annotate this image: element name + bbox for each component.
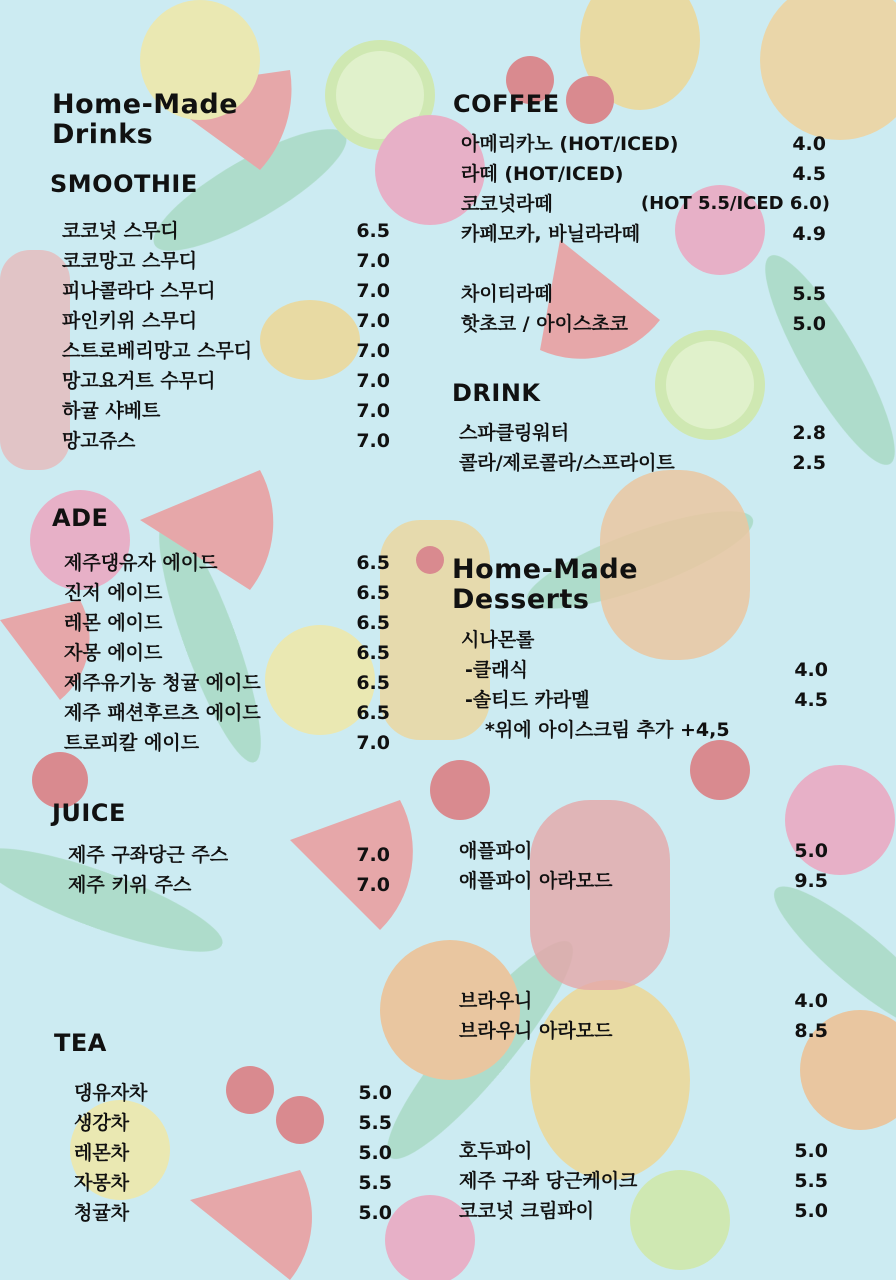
list-item-price: 4.5 [794, 689, 828, 711]
list-item-price: (HOT 5.5/ICED 6.0) [640, 193, 830, 214]
list-item-price: 7.0 [356, 250, 390, 272]
list-item-price: 6.5 [356, 672, 390, 694]
list-item-name: 호두파이 [459, 1140, 533, 1162]
list-item-price: 6.5 [356, 552, 390, 574]
list-item-name: 애플파이 아라모드 [459, 870, 613, 892]
list-item-price: 5.5 [794, 1170, 828, 1192]
list-item-name: 피나콜라다 스무디 [62, 280, 216, 302]
desserts-title-line-2: Desserts [452, 584, 590, 615]
list-item-price: 7.0 [356, 430, 390, 452]
list-item-price: 2.5 [792, 452, 826, 474]
list-item-name: 제주 키위 주스 [68, 874, 192, 896]
list-item-name: 제주 구좌 당근케이크 [459, 1170, 638, 1192]
list-item-price: 7.0 [356, 340, 390, 362]
ade-heading: ADE [52, 504, 109, 532]
drink-heading: DRINK [452, 379, 541, 407]
list-item-name: 파인키위 스무디 [62, 310, 198, 332]
list-item-name: 자몽 에이드 [64, 642, 163, 664]
list-item-price: 5.5 [358, 1172, 392, 1194]
list-item-price: 4.0 [794, 990, 828, 1012]
tea-heading: TEA [54, 1029, 107, 1057]
list-item-name: 댕유자차 [74, 1082, 148, 1104]
coffee-heading: COFFEE [453, 90, 560, 118]
list-item-name: 콜라/제로콜라/스프라이트 [459, 452, 675, 474]
list-item-name: 망고쥬스 [62, 430, 136, 452]
list-item-name: 애플파이 [459, 840, 533, 862]
drinks-title-line-2: Drinks [52, 119, 154, 150]
list-item-name: 차이티라떼 [461, 283, 553, 305]
desserts-title-line-1: Home-Made [452, 554, 639, 585]
list-item-price: 9.5 [794, 870, 828, 892]
smoothie-heading: SMOOTHIE [50, 170, 198, 198]
list-item-name: -솔티드 카라멜 [465, 689, 590, 711]
list-item-name: 코코넛 스무디 [62, 220, 179, 242]
list-item-name: 제주 패션후르츠 에이드 [64, 702, 261, 724]
list-item-name: 코코넛 크림파이 [459, 1200, 595, 1222]
list-item-price: 7.0 [356, 370, 390, 392]
list-item-name: 하귤 샤베트 [62, 400, 161, 422]
list-item-price: 5.0 [794, 1140, 828, 1162]
list-item-price: 6.5 [356, 582, 390, 604]
list-item-name: 스트로베리망고 스무디 [62, 340, 253, 362]
list-item-name: 브라우니 아라모드 [459, 1020, 613, 1042]
list-item-price: 6.5 [356, 612, 390, 634]
list-item-name: 청귤차 [74, 1202, 130, 1224]
list-item-price: 5.0 [792, 313, 826, 335]
list-item-price: 7.0 [356, 400, 390, 422]
list-item-price: 6.5 [356, 220, 390, 242]
list-item-price: 7.0 [356, 844, 390, 866]
list-item-name: 라떼 (HOT/ICED) [461, 163, 624, 185]
list-item-name: 자몽차 [74, 1172, 130, 1194]
list-item-name: 아메리카노 (HOT/ICED) [461, 133, 679, 155]
drinks-title [52, 90, 238, 150]
list-item-price: 4.9 [792, 223, 826, 245]
list-item-name: 레몬 에이드 [64, 612, 163, 634]
drinks-title-line-1: Home-Made [52, 89, 239, 120]
list-item-name: 카페모카, 바닐라라떼 [461, 223, 641, 245]
list-item-price: 4.0 [792, 133, 826, 155]
list-item-name: 트로피칼 에이드 [64, 732, 200, 754]
list-item-price: 7.0 [356, 280, 390, 302]
list-item-name: 생강차 [74, 1112, 130, 1134]
juice-heading: JUICE [52, 799, 126, 827]
list-item-name: 망고요거트 수무디 [62, 370, 216, 392]
list-item-name: 코코망고 스무디 [62, 250, 198, 272]
list-item-name: 진저 에이드 [64, 582, 163, 604]
list-item-price: 5.0 [358, 1082, 392, 1104]
list-item-name: 제주댕유자 에이드 [64, 552, 218, 574]
list-item-price: 4.5 [792, 163, 826, 185]
list-item-price: 5.5 [358, 1112, 392, 1134]
list-item-price: 7.0 [356, 310, 390, 332]
list-item-name: 제주유기농 청귤 에이드 [64, 672, 261, 694]
list-item-price: 7.0 [356, 732, 390, 754]
desserts-title [452, 555, 638, 615]
list-item-price: 6.5 [356, 702, 390, 724]
list-item-price: 4.0 [794, 659, 828, 681]
list-item-name: 스파클링워터 [459, 422, 570, 444]
list-item-name: 핫초코 / 아이스초코 [461, 313, 629, 335]
list-item-price: 5.0 [358, 1202, 392, 1224]
list-item-price: 5.5 [792, 283, 826, 305]
list-item-price: 5.0 [794, 840, 828, 862]
list-item-name: 레몬차 [74, 1142, 130, 1164]
ice-cream-note: *위에 아이스크림 추가 +4,5 [485, 719, 730, 741]
list-item-name: 코코넛라떼 [461, 193, 553, 215]
list-item-name: 브라우니 [459, 990, 533, 1012]
list-item-price: 6.5 [356, 642, 390, 664]
cinnamon-roll-title: 시나몬롤 [461, 629, 535, 651]
list-item-price: 8.5 [794, 1020, 828, 1042]
list-item-name: 제주 구좌당근 주스 [68, 844, 229, 866]
list-item-name: -클래식 [465, 659, 528, 681]
list-item-price: 7.0 [356, 874, 390, 896]
list-item-price: 5.0 [794, 1200, 828, 1222]
list-item-price: 5.0 [358, 1142, 392, 1164]
list-item-price: 2.8 [792, 422, 826, 444]
